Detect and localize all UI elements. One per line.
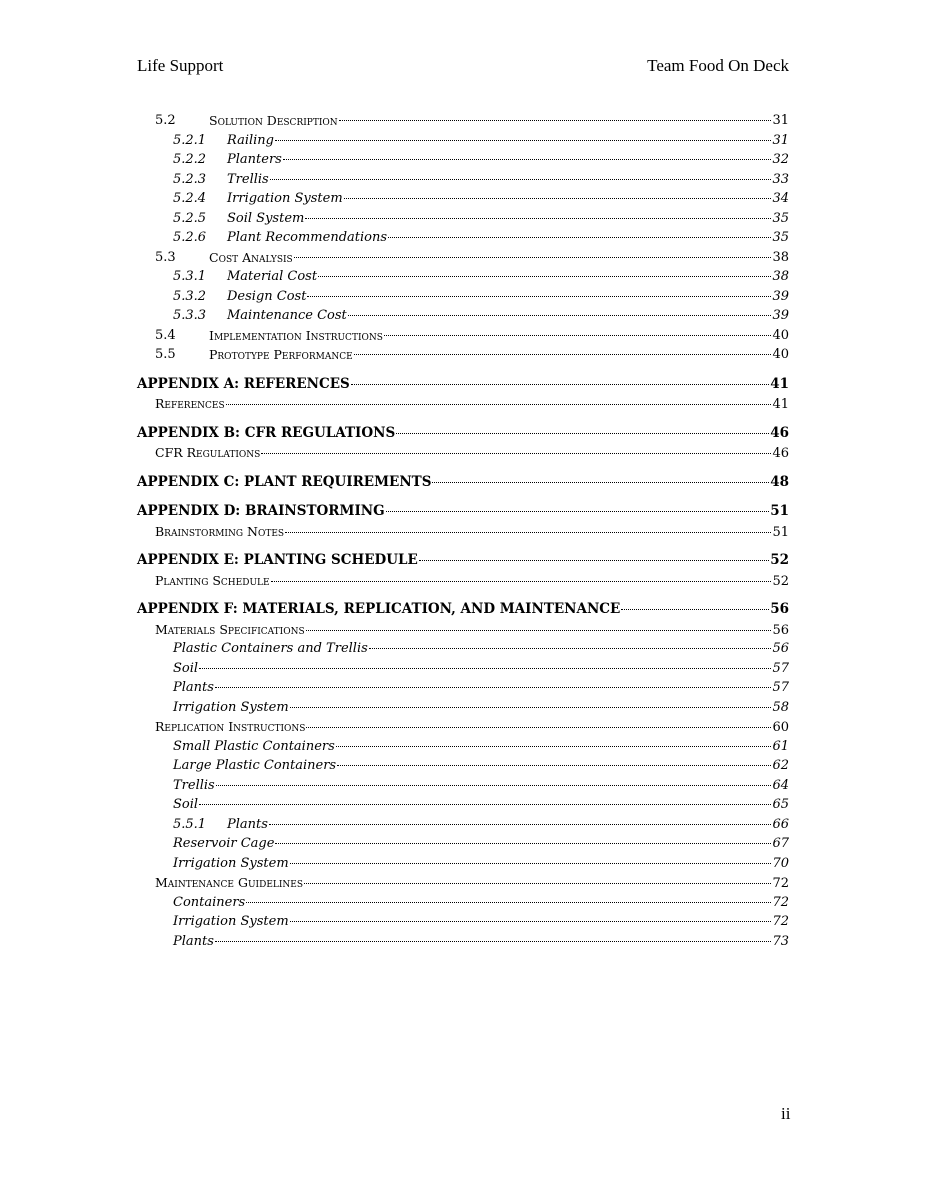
toc-entry-title: APPENDIX D: BRAINSTORMING [137,503,385,519]
toc-entry-number: 5.4 [155,327,176,343]
dot-leader [307,296,771,297]
toc-entry-page-number: 56 [770,601,789,617]
toc-entry-label [173,170,269,190]
toc-entry[interactable] [137,189,789,209]
toc-entry-title: Plants [227,816,268,832]
dot-leader [226,404,772,405]
running-header-right: Team Food On Deck [647,56,789,75]
toc-entry-page-number: 51 [772,524,789,540]
toc-entry-title: Irrigation System [173,855,289,871]
toc-entry[interactable] [137,620,789,640]
toc-entry-page-number: 41 [772,397,789,412]
toc-entry[interactable] [137,795,789,815]
toc-entry-label [173,912,289,932]
toc-entry-title: Irrigation System [173,699,289,715]
toc-entry-title: APPENDIX C: PLANT REQUIREMENTS [137,473,432,490]
running-header-left: Life Support [137,56,224,75]
toc-entry-label [173,639,368,659]
toc-entry[interactable] [137,551,789,571]
toc-entry-label [173,737,335,757]
toc-entry[interactable] [137,854,789,874]
toc-entry[interactable] [137,522,789,542]
toc-entry-page-number: 72 [772,876,789,891]
toc-entry-label [155,326,383,346]
toc-entry[interactable] [137,209,789,229]
toc-entry-label [155,345,353,365]
toc-entry-page-number: 41 [770,375,789,392]
toc-entry-number: 5.2.3 [173,171,207,187]
toc-entry-label [137,600,620,620]
toc-entry-page-number: 35 [772,230,789,245]
toc-entry[interactable] [137,287,789,307]
toc-entry-label [155,111,338,131]
toc-entry-page-number: 56 [772,641,789,656]
toc-entry-label [173,189,343,209]
toc-entry[interactable] [137,912,789,932]
toc-entry-page-number: 58 [772,699,789,715]
toc-entry[interactable] [137,375,789,395]
toc-entry-page-number: 52 [772,573,789,589]
toc-entry-title: Solution Description [209,113,338,128]
toc-entry[interactable] [137,131,789,151]
toc-entry-title: Containers [173,894,246,910]
toc-entry-title: Materials Specifications [155,621,305,637]
toc-entry-label [173,756,336,776]
toc-entry-page-number: 48 [770,473,789,490]
dot-leader [290,707,772,708]
page-number: ii [781,1104,791,1123]
toc-entry[interactable] [137,424,789,444]
toc-entry[interactable] [137,717,789,737]
dot-leader [369,648,772,649]
toc-entry-page-number: 34 [772,191,789,206]
toc-entry-label [137,424,395,444]
toc-entry-title: Implementation Instructions [209,327,383,343]
toc-entry-page-number: 57 [772,660,789,676]
toc-entry-label [173,776,215,796]
dot-leader [216,785,772,786]
toc-entry-label [155,248,293,268]
toc-entry-label [173,932,214,952]
toc-entry-title: Planting Schedule [155,572,270,588]
dot-leader [269,824,772,825]
dot-leader [271,581,772,582]
table-of-contents [137,111,789,951]
toc-entry-label [155,571,270,591]
toc-entry-title: Material Cost [227,269,318,284]
toc-entry[interactable] [137,502,789,522]
toc-entry-title: APPENDIX B: CFR REGULATIONS [137,424,396,441]
toc-entry[interactable] [137,306,789,326]
dot-leader [199,668,771,669]
toc-entry-page-number: 65 [772,797,789,812]
toc-entry-label [137,551,418,571]
toc-entry-page-number: 57 [772,680,789,695]
dot-leader [354,354,772,355]
toc-entry-page-number: 64 [772,777,789,793]
toc-entry[interactable] [137,150,789,170]
toc-entry-label [173,795,198,815]
toc-entry-page-number: 73 [772,933,789,949]
toc-entry-title: Maintenance Cost [227,308,347,323]
toc-entry-label [173,834,274,854]
toc-entry-page-number: 72 [772,894,789,910]
toc-entry-title: References [155,396,225,411]
dot-leader [306,630,772,631]
toc-entry-label [173,659,198,679]
toc-entry-label [137,502,385,522]
dot-leader [396,433,769,434]
toc-entry-page-number: 56 [772,622,789,638]
dot-leader [621,609,769,610]
toc-entry[interactable] [137,639,789,659]
toc-entry-page-number: 32 [772,152,789,167]
toc-entry-title: APPENDIX F: MATERIALS, REPLICATION, AND MAINTENANCE [137,601,621,617]
toc-entry[interactable] [137,756,789,776]
dot-leader [283,159,772,160]
toc-entry-title: Replication Instructions [155,719,306,734]
toc-entry-page-number: 52 [770,552,789,568]
toc-entry-title: Large Plastic Containers [173,758,337,773]
toc-entry-title: Soil System [227,210,305,226]
toc-entry[interactable] [137,776,789,796]
toc-entry[interactable] [137,394,789,414]
dot-leader [419,560,769,561]
toc-entry[interactable] [137,678,789,698]
toc-entry-title: Soil [173,797,199,812]
toc-entry-title: Plants [173,933,214,949]
dot-leader [388,237,771,238]
dot-leader [339,120,772,121]
toc-entry-page-number: 38 [772,249,789,265]
toc-entry-title: Railing [227,132,275,148]
dot-leader [337,765,771,766]
toc-entry[interactable] [137,737,789,757]
toc-entry-label [173,306,347,326]
toc-entry-label [173,131,274,151]
toc-entry-label [155,873,303,893]
toc-entry-title: Plant Recommendations [227,230,388,245]
dot-leader [215,687,772,688]
dot-leader [384,335,772,336]
toc-entry-number: 5.2.6 [173,230,207,245]
toc-entry-title: Reservoir Cage [173,836,275,851]
toc-entry-title: Prototype Performance [209,347,353,362]
dot-leader [290,863,772,864]
toc-entry-number: 5.2 [155,113,176,128]
toc-entry-label [155,443,260,463]
toc-entry-title: Soil [173,660,199,676]
toc-entry-page-number: 66 [772,816,789,832]
toc-entry-page-number: 39 [772,288,789,304]
toc-entry-page-number: 33 [772,171,789,187]
toc-entry-title: Plants [173,680,214,695]
toc-entry-page-number: 39 [772,308,789,323]
toc-entry[interactable] [137,443,789,463]
toc-entry-title: Plastic Containers and Trellis [173,641,368,656]
toc-entry-page-number: 38 [772,269,789,284]
dot-leader [432,482,769,483]
toc-entry-label [155,620,305,640]
dot-leader [348,315,772,316]
toc-entry-title: Trellis [227,171,269,187]
toc-entry[interactable] [137,228,789,248]
toc-entry[interactable] [137,659,789,679]
toc-entry-number: 5.3 [155,249,176,265]
toc-entry-page-number: 46 [772,446,789,461]
toc-entry[interactable] [137,834,789,854]
dot-leader [261,453,771,454]
toc-entry-title: CFR Regulations [155,445,261,460]
toc-entry-number: 5.3.2 [173,288,207,304]
toc-entry-label [137,375,350,395]
toc-entry-number: 5.3.3 [173,308,207,323]
toc-entry-page-number: 40 [772,327,789,343]
toc-entry-number: 5.2.2 [173,152,207,167]
toc-entry[interactable] [137,326,789,346]
toc-entry-page-number: 35 [772,210,789,226]
toc-entry-page-number: 67 [772,836,789,851]
toc-entry-label [155,394,225,414]
toc-entry[interactable] [137,267,789,287]
toc-entry-number: 5.2.4 [173,191,207,206]
toc-entry-label [173,209,304,229]
toc-entry-number: 5.5 [155,347,176,362]
toc-entry-label [155,717,305,737]
toc-entry-page-number: 31 [772,132,789,148]
toc-entry[interactable] [137,571,789,591]
dot-leader [336,746,772,747]
toc-entry-title: APPENDIX E: PLANTING SCHEDULE [137,552,418,568]
toc-entry-label [173,228,387,248]
toc-entry-title: Small Plastic Containers [173,738,335,754]
toc-entry-title: APPENDIX A: REFERENCES [137,375,350,392]
toc-entry-number: 5.3.1 [173,269,207,284]
toc-entry[interactable] [137,698,789,718]
toc-entry-title: Design Cost [227,288,307,304]
toc-entry-page-number: 40 [772,347,789,362]
toc-entry-title: Maintenance Guidelines [155,875,304,890]
toc-entry-number: 5.5.1 [173,816,207,832]
toc-entry-label [173,815,268,835]
toc-entry[interactable] [137,473,789,493]
toc-entry[interactable] [137,248,789,268]
toc-entry[interactable] [137,893,789,913]
toc-entry-title: Trellis [173,777,215,793]
toc-entry[interactable] [137,345,789,365]
toc-entry-title: Planters [227,152,282,167]
toc-entry[interactable] [137,815,789,835]
dot-leader [351,384,769,385]
toc-entry-label [155,522,284,542]
dot-leader [285,532,771,533]
toc-entry-label [173,854,289,874]
dot-leader [246,902,771,903]
toc-entry-label [173,267,317,287]
dot-leader [199,804,771,805]
toc-entry-title: Irrigation System [173,914,289,929]
dot-leader [275,140,771,141]
toc-entry-page-number: 31 [772,113,789,128]
dot-leader [318,276,771,277]
dot-leader [344,198,772,199]
toc-entry-page-number: 51 [770,503,789,519]
toc-entry[interactable] [137,170,789,190]
dot-leader [304,883,771,884]
dot-leader [290,921,772,922]
dot-leader [294,257,772,258]
toc-entry-page-number: 46 [770,424,789,441]
toc-entry[interactable] [137,873,789,893]
dot-leader [275,843,771,844]
toc-entry-page-number: 72 [772,914,789,929]
toc-entry-number: 5.2.1 [173,132,207,148]
toc-entry-label [173,287,306,307]
toc-entry-title: Brainstorming Notes [155,523,285,539]
toc-entry-label [173,678,214,698]
toc-entry-label [137,473,431,493]
toc-entry-number: 5.2.5 [173,210,207,226]
toc-entry-page-number: 62 [772,758,789,773]
toc-entry-page-number: 60 [772,720,789,735]
toc-entry[interactable] [137,111,789,131]
toc-entry-page-number: 70 [772,855,789,871]
toc-entry-title: Cost Analysis [209,249,293,265]
toc-entry-title: Irrigation System [227,191,343,206]
dot-leader [306,727,771,728]
dot-leader [305,218,771,219]
toc-entry[interactable] [137,600,789,620]
dot-leader [215,941,772,942]
toc-entry-label [173,150,282,170]
dot-leader [386,511,770,512]
toc-entry-page-number: 61 [772,738,789,754]
toc-entry-label [173,893,245,913]
dot-leader [270,179,772,180]
toc-entry[interactable] [137,932,789,952]
toc-entry-label [173,698,289,718]
